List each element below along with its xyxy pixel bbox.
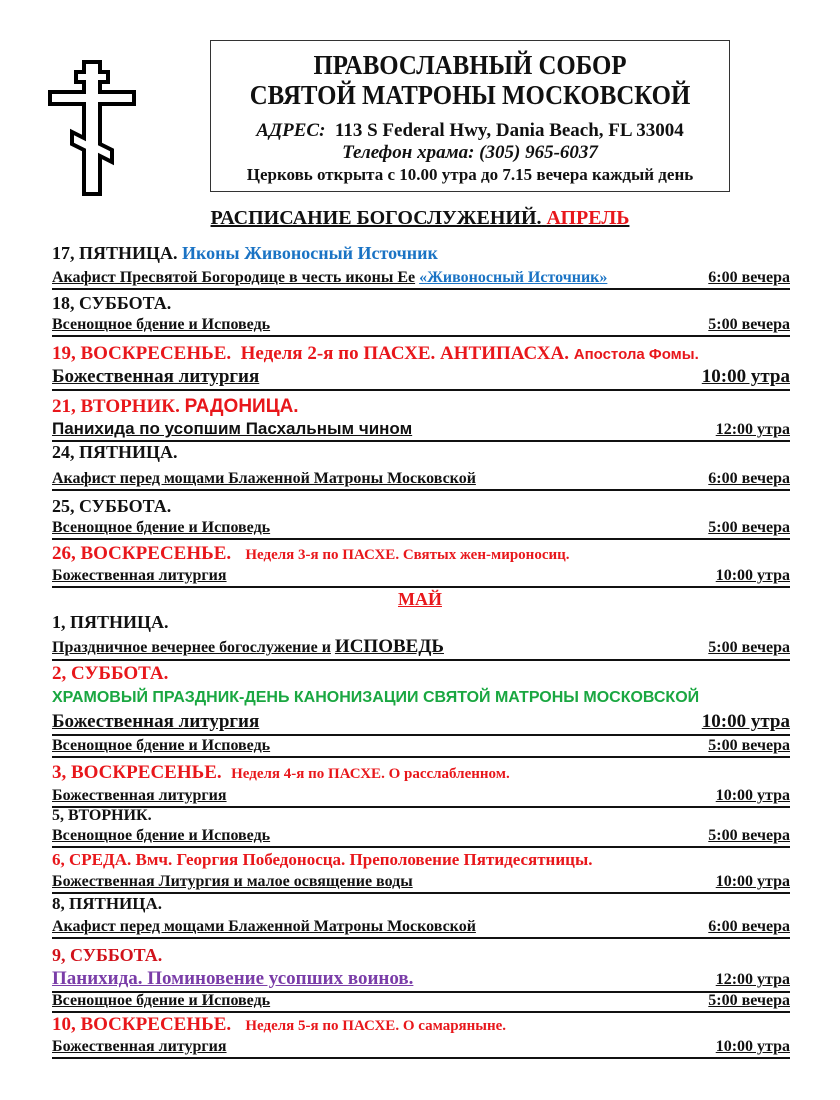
service-name: Божественная литургия: [52, 366, 260, 387]
day-label: 3, ВОСКРЕСЕНЬЕ.: [52, 762, 222, 783]
service-name: Акафист перед мощами Блаженной Матроны Московской: [52, 470, 476, 487]
service-row: [52, 827, 790, 848]
service-time: 5:00 вечера: [708, 316, 790, 333]
service-row: [52, 366, 790, 391]
service-row: [52, 636, 790, 661]
day-heading: [52, 343, 790, 365]
day-label: 6, СРЕДА.: [52, 850, 132, 869]
day-heading: [52, 894, 790, 914]
day-label: 2, СУББОТА.: [52, 663, 169, 684]
day-label: 26, ВОСКРЕСЕНЬЕ.: [52, 543, 232, 564]
day-note-2: Апостола Фомы.: [573, 346, 699, 363]
service-row: [52, 737, 790, 758]
day-note: Неделя 5-я по ПАСХЕ. О самаряныне.: [245, 1018, 507, 1034]
service-row: [52, 873, 790, 894]
service-name: Божественная литургия: [52, 567, 227, 584]
day-label: 17, ПЯТНИЦА.: [52, 243, 178, 263]
service-row: [52, 787, 790, 808]
service-name: Всенощное бдение и Исповедь: [52, 992, 271, 1009]
service-name: Панихида по усопшим Пасхальным чином: [52, 419, 413, 438]
day-label: 5, ВТОРНИК.: [52, 807, 152, 824]
day-heading: [52, 663, 790, 685]
service-name: [52, 269, 607, 287]
service-name: Панихида. Поминовение усопших воинов.: [52, 968, 414, 989]
day-heading: [52, 543, 790, 565]
church-title-line1: ПРАВОСЛАВНЫЙ СОБОР: [313, 50, 627, 80]
header-box: [210, 40, 730, 192]
day-note: Иконы Живоносный Источник: [182, 243, 438, 263]
day-heading: [52, 945, 790, 966]
service-name: Всенощное бдение и Исповедь: [52, 316, 271, 333]
church-title-line2: СВЯТОЙ МАТРОНЫ МОСКОВСКОЙ: [249, 80, 691, 110]
service-row: [52, 470, 790, 491]
day-heading: [52, 1014, 790, 1036]
day-heading: [52, 850, 790, 870]
service-row: [52, 269, 790, 290]
service-name-emph: ИСПОВЕДЬ: [334, 636, 444, 657]
day-label: 18, СУББОТА.: [52, 293, 172, 313]
service-name: Всенощное бдение и Исповедь: [52, 737, 271, 754]
day-heading: [52, 762, 790, 784]
day-label: 1, ПЯТНИЦА.: [52, 612, 169, 632]
service-name: Божественная литургия: [52, 711, 260, 732]
service-row: [52, 316, 790, 337]
address: [211, 120, 729, 142]
service-name-text: Праздничное вечернее богослужение и: [52, 639, 331, 656]
schedule-title-text: РАСПИСАНИЕ БОГОСЛУЖЕНИЙ.: [210, 207, 542, 229]
service-name: Божественная Литургия и малое освящение воды: [52, 873, 413, 890]
service-row: [52, 567, 790, 588]
service-row: [52, 711, 790, 736]
day-label: 25, СУББОТА.: [52, 496, 172, 516]
phone: Телефон храма: (305) 965-6037: [342, 142, 598, 163]
day-note: Неделя 2-я по ПАСХЕ. АНТИПАСХА.: [240, 343, 569, 364]
service-row: [52, 992, 790, 1013]
service-time: 5:00 вечера: [708, 519, 790, 536]
schedule-title: [0, 207, 840, 230]
service-time: 5:00 вечера: [708, 737, 790, 754]
address-label: АДРЕС:: [256, 120, 326, 141]
service-time: 10:00 утра: [701, 366, 790, 387]
service-time: 10:00 утра: [701, 711, 790, 732]
service-name: [52, 636, 444, 658]
service-name: Всенощное бдение и Исповедь: [52, 827, 271, 844]
orthodox-cross-icon: [44, 58, 140, 198]
day-label: 10, ВОСКРЕСЕНЬЕ.: [52, 1014, 232, 1035]
service-row: [52, 519, 790, 540]
day-heading: [52, 243, 790, 264]
day-note: Неделя 4-я по ПАСХЕ. О расслабленном.: [231, 766, 510, 782]
day-label: 8, ПЯТНИЦА.: [52, 894, 163, 913]
day-heading: [52, 612, 790, 633]
day-note: Неделя 3-я по ПАСХЕ. Святых жен-мироносиц.: [245, 547, 570, 563]
service-name-text: Акафист Пресвятой Богородице в честь иконы Ее: [52, 269, 416, 286]
service-time: 10:00 утра: [715, 1038, 790, 1055]
service-time: 5:00 вечера: [708, 827, 790, 844]
day-heading: [52, 807, 790, 825]
service-time: 5:00 вечера: [708, 992, 790, 1009]
day-label: 19, ВОСКРЕСЕНЬЕ.: [52, 343, 232, 364]
month-may: МАЙ: [398, 589, 442, 609]
day-label: 9, СУББОТА.: [52, 945, 163, 965]
day-note: РАДОНИЦА.: [184, 396, 299, 417]
service-time: 5:00 вечера: [708, 639, 790, 656]
service-row: [52, 1038, 790, 1059]
day-label: 21, ВТОРНИК.: [52, 396, 180, 417]
service-name: Всенощное бдение и Исповедь: [52, 519, 271, 536]
day-heading: [52, 396, 790, 418]
day-heading: [52, 293, 790, 314]
service-row: [52, 918, 790, 939]
service-time: 6:00 вечера: [708, 918, 790, 935]
day-heading: [52, 442, 790, 463]
service-time: 10:00 утра: [715, 787, 790, 804]
service-time: 10:00 утра: [715, 873, 790, 890]
day-note: Вмч. Георгия Победоносца. Преполовение Пятидесятницы.: [135, 850, 593, 869]
month-april: АПРЕЛЬ: [546, 207, 630, 229]
service-time: 6:00 вечера: [708, 470, 790, 487]
address-value: 113 S Federal Hwy, Dania Beach, FL 33004: [334, 120, 684, 141]
feast-note: ХРАМОВЫЙ ПРАЗДНИК-ДЕНЬ КАНОНИЗАЦИИ СВЯТОЙ МАТРОНЫ МОСКОВСКОЙ: [52, 689, 700, 706]
day-heading: [52, 496, 790, 517]
service-row: [52, 419, 790, 442]
service-time: 12:00 утра: [715, 421, 790, 438]
service-row: [52, 968, 790, 993]
service-name: Акафист перед мощами Блаженной Матроны Московской: [52, 918, 476, 935]
service-time: 10:00 утра: [715, 567, 790, 584]
service-name: Божественная литургия: [52, 1038, 227, 1055]
day-label: 24, ПЯТНИЦА.: [52, 442, 178, 462]
opening-hours: Церковь открыта с 10.00 утра до 7.15 вечера каждый день: [246, 165, 694, 184]
service-time: 12:00 утра: [715, 971, 790, 988]
service-time: 6:00 вечера: [708, 269, 790, 286]
icon-link[interactable]: «Живоносный Источник»: [419, 269, 608, 286]
service-name: Божественная литургия: [52, 787, 227, 804]
